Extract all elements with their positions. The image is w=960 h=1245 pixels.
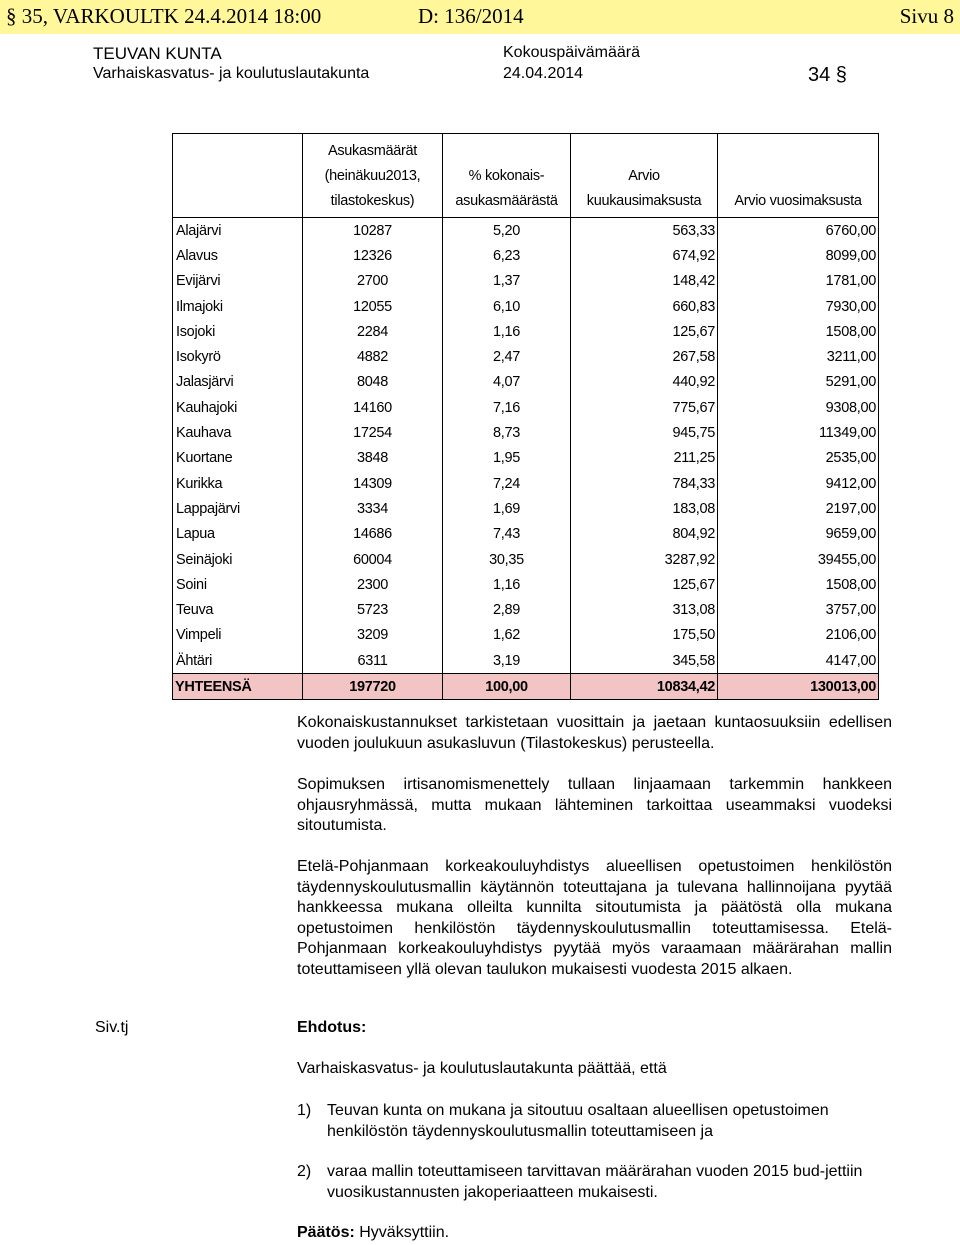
- meeting-date: 24.04.2014: [503, 65, 584, 82]
- municipality-cell: Soini: [173, 572, 303, 597]
- table-header-row: [173, 134, 879, 218]
- value-cell: 1508,00: [718, 572, 879, 597]
- value-cell: 1,95: [443, 446, 571, 471]
- value-cell: 3757,00: [718, 597, 879, 622]
- municipality-cell: Alajärvi: [173, 218, 303, 244]
- value-cell: 674,92: [571, 243, 718, 268]
- decision-label: Päätös:: [297, 1224, 355, 1241]
- value-cell: 784,33: [571, 471, 718, 496]
- value-cell: 125,67: [571, 572, 718, 597]
- table-row: [173, 294, 879, 319]
- municipality-cell: Vimpeli: [173, 623, 303, 648]
- value-cell: 660,83: [571, 294, 718, 319]
- paragraph-association-request: Etelä-Pohjanmaan korkeakouluyhdistys alueellisen opetustoimen henkilöstön täydennyskoulutusmallin käytännön toteuttajana ja tulevana hallinnoijana pyytää hankkeessa mukana olleilta kunnilta sitoutumista ja päätöstä olla mukana opetustoimen henkilöstön täydennyskoulutusmallin toteuttamisessa. Etelä-Pohjanmaan korkeakouluyhdistys pyytää myös varaamaan määrärahan mallin toteuttamiseen yllä olevan taulukon mukaisesti vuodesta 2015 alkaen.: [297, 858, 892, 978]
- value-cell: 7930,00: [718, 294, 879, 319]
- value-cell: 183,08: [571, 496, 718, 521]
- municipality-cell: Isojoki: [173, 319, 303, 344]
- table-header-cell: [173, 134, 303, 218]
- value-cell: 30,35: [443, 547, 571, 572]
- value-cell: 175,50: [571, 623, 718, 648]
- value-cell: 563,33: [571, 218, 718, 244]
- value-cell: 2284: [303, 319, 443, 344]
- table-total-row: [173, 674, 879, 700]
- value-cell: 14160: [303, 395, 443, 420]
- value-cell: 6311: [303, 648, 443, 674]
- value-cell: 5723: [303, 597, 443, 622]
- value-cell: 345,58: [571, 648, 718, 674]
- value-cell: 5,20: [443, 218, 571, 244]
- value-cell: 2,47: [443, 344, 571, 369]
- value-cell: 775,67: [571, 395, 718, 420]
- municipality-cell: Ähtäri: [173, 648, 303, 674]
- value-cell: 945,75: [571, 420, 718, 445]
- table-row: [173, 319, 879, 344]
- paragraph-cost-review: Kokonaiskustannukset tarkistetaan vuosittain ja jaetaan kuntaosuuksiin edellisen vuoden joulukuun asukasluvun (Tilastokeskus) perusteella.: [297, 714, 892, 752]
- proposal-item-number: 2): [297, 1163, 312, 1180]
- value-cell: 60004: [303, 547, 443, 572]
- proposal-item-number: 1): [297, 1102, 312, 1119]
- paragraph-termination: Sopimuksen irtisanomismenettely tullaan linjaamaan tarkemmin hankkeen ohjausryhmässä, mutta mukaan lähteminen tarkoittaa useammaksi vuodeksi sitoutumista.: [297, 776, 892, 835]
- table-row: [173, 420, 879, 445]
- municipality-name: TEUVAN KUNTA: [93, 44, 222, 63]
- value-cell: 8,73: [443, 420, 571, 445]
- table-header-cell: Asukasmäärät (heinäkuu2013, tilastokeskus): [303, 134, 443, 218]
- value-cell: 2,89: [443, 597, 571, 622]
- proposal-heading: Ehdotus:: [297, 1019, 367, 1036]
- banner-page-number: Sivu 8: [899, 4, 954, 28]
- table-row: [173, 572, 879, 597]
- table-row: [173, 218, 879, 244]
- municipality-cell: Isokyrö: [173, 344, 303, 369]
- value-cell: 7,43: [443, 522, 571, 547]
- value-cell: 2197,00: [718, 496, 879, 521]
- municipality-cell: Kurikka: [173, 471, 303, 496]
- table-header-cell: Arvio vuosimaksusta: [718, 134, 879, 218]
- value-cell: 7,24: [443, 471, 571, 496]
- value-cell: 3,19: [443, 648, 571, 674]
- value-cell: 148,42: [571, 269, 718, 294]
- value-cell: 125,67: [571, 319, 718, 344]
- municipality-cell: Evijärvi: [173, 269, 303, 294]
- table-header-cell: % kokonais-asukasmäärästä: [443, 134, 571, 218]
- total-value: 130013,00: [718, 674, 879, 700]
- value-cell: 1,16: [443, 572, 571, 597]
- table-row: [173, 395, 879, 420]
- table-row: [173, 446, 879, 471]
- value-cell: 3211,00: [718, 344, 879, 369]
- value-cell: 1781,00: [718, 269, 879, 294]
- value-cell: 313,08: [571, 597, 718, 622]
- value-cell: 6,10: [443, 294, 571, 319]
- table-row: [173, 269, 879, 294]
- table-row: [173, 623, 879, 648]
- presenter-label: Siv.tj: [95, 1019, 129, 1036]
- banner-section-ref: § 35, VARKOULTK 24.4.2014 18:00: [6, 4, 322, 28]
- document-banner: [0, 0, 960, 34]
- value-cell: 12055: [303, 294, 443, 319]
- table-row: [173, 648, 879, 674]
- value-cell: 10287: [303, 218, 443, 244]
- value-cell: 9308,00: [718, 395, 879, 420]
- value-cell: 6,23: [443, 243, 571, 268]
- value-cell: 4,07: [443, 370, 571, 395]
- value-cell: 6760,00: [718, 218, 879, 244]
- total-label: YHTEENSÄ: [173, 674, 303, 700]
- proposal-item-text: varaa mallin toteuttamiseen tarvittavan määrärahan vuoden 2015 bud-jettiin vuosikustannusten jakoperiaatteen mukaisesti.: [327, 1163, 863, 1201]
- value-cell: 5291,00: [718, 370, 879, 395]
- proposal-item: [297, 1162, 897, 1203]
- table-header-cell: Arvio kuukausimaksusta: [571, 134, 718, 218]
- decision-line: [297, 1224, 449, 1242]
- cost-allocation-table: [172, 133, 879, 700]
- section-number: 34 §: [808, 64, 847, 86]
- municipality-cell: Jalasjärvi: [173, 370, 303, 395]
- value-cell: 440,92: [571, 370, 718, 395]
- value-cell: 8099,00: [718, 243, 879, 268]
- value-cell: 3848: [303, 446, 443, 471]
- total-value: 10834,42: [571, 674, 718, 700]
- meeting-date-label: Kokouspäivämäärä: [503, 44, 640, 61]
- municipality-cell: Teuva: [173, 597, 303, 622]
- value-cell: 2535,00: [718, 446, 879, 471]
- municipality-cell: Lappajärvi: [173, 496, 303, 521]
- value-cell: 3334: [303, 496, 443, 521]
- value-cell: 1,62: [443, 623, 571, 648]
- municipality-cell: Seinäjoki: [173, 547, 303, 572]
- table-row: [173, 471, 879, 496]
- value-cell: 7,16: [443, 395, 571, 420]
- total-value: 197720: [303, 674, 443, 700]
- proposal-item: [297, 1101, 897, 1142]
- municipality-cell: Kauhava: [173, 420, 303, 445]
- value-cell: 9659,00: [718, 522, 879, 547]
- table-row: [173, 370, 879, 395]
- value-cell: 11349,00: [718, 420, 879, 445]
- table-row: [173, 243, 879, 268]
- proposal-item-text: Teuvan kunta on mukana ja sitoutuu osaltaan alueellisen opetustoimen henkilöstön täydennyskoulutusmallin toteuttamiseen ja: [327, 1102, 829, 1140]
- value-cell: 4147,00: [718, 648, 879, 674]
- value-cell: 2300: [303, 572, 443, 597]
- municipality-cell: Alavus: [173, 243, 303, 268]
- municipality-cell: Lapua: [173, 522, 303, 547]
- value-cell: 12326: [303, 243, 443, 268]
- value-cell: 8048: [303, 370, 443, 395]
- table-row: [173, 547, 879, 572]
- value-cell: 4882: [303, 344, 443, 369]
- municipality-cell: Kauhajoki: [173, 395, 303, 420]
- value-cell: 1,69: [443, 496, 571, 521]
- value-cell: 14309: [303, 471, 443, 496]
- value-cell: 211,25: [571, 446, 718, 471]
- table-row: [173, 597, 879, 622]
- value-cell: 17254: [303, 420, 443, 445]
- value-cell: 1,16: [443, 319, 571, 344]
- municipality-cell: Kuortane: [173, 446, 303, 471]
- decision-text: Hyväksyttiin.: [359, 1224, 450, 1241]
- municipality-cell: Ilmajoki: [173, 294, 303, 319]
- value-cell: 1508,00: [718, 319, 879, 344]
- value-cell: 39455,00: [718, 547, 879, 572]
- board-name: Varhaiskasvatus- ja koulutuslautakunta: [93, 65, 370, 82]
- value-cell: 14686: [303, 522, 443, 547]
- value-cell: 3209: [303, 623, 443, 648]
- banner-diary-number: D: 136/2014: [418, 4, 524, 28]
- total-value: 100,00: [443, 674, 571, 700]
- value-cell: 1,37: [443, 269, 571, 294]
- table-row: [173, 522, 879, 547]
- value-cell: 267,58: [571, 344, 718, 369]
- value-cell: 2700: [303, 269, 443, 294]
- value-cell: 9412,00: [718, 471, 879, 496]
- value-cell: 804,92: [571, 522, 718, 547]
- proposal-intro: Varhaiskasvatus- ja koulutuslautakunta päättää, että: [297, 1060, 667, 1077]
- table-row: [173, 496, 879, 521]
- table-row: [173, 344, 879, 369]
- value-cell: 3287,92: [571, 547, 718, 572]
- value-cell: 2106,00: [718, 623, 879, 648]
